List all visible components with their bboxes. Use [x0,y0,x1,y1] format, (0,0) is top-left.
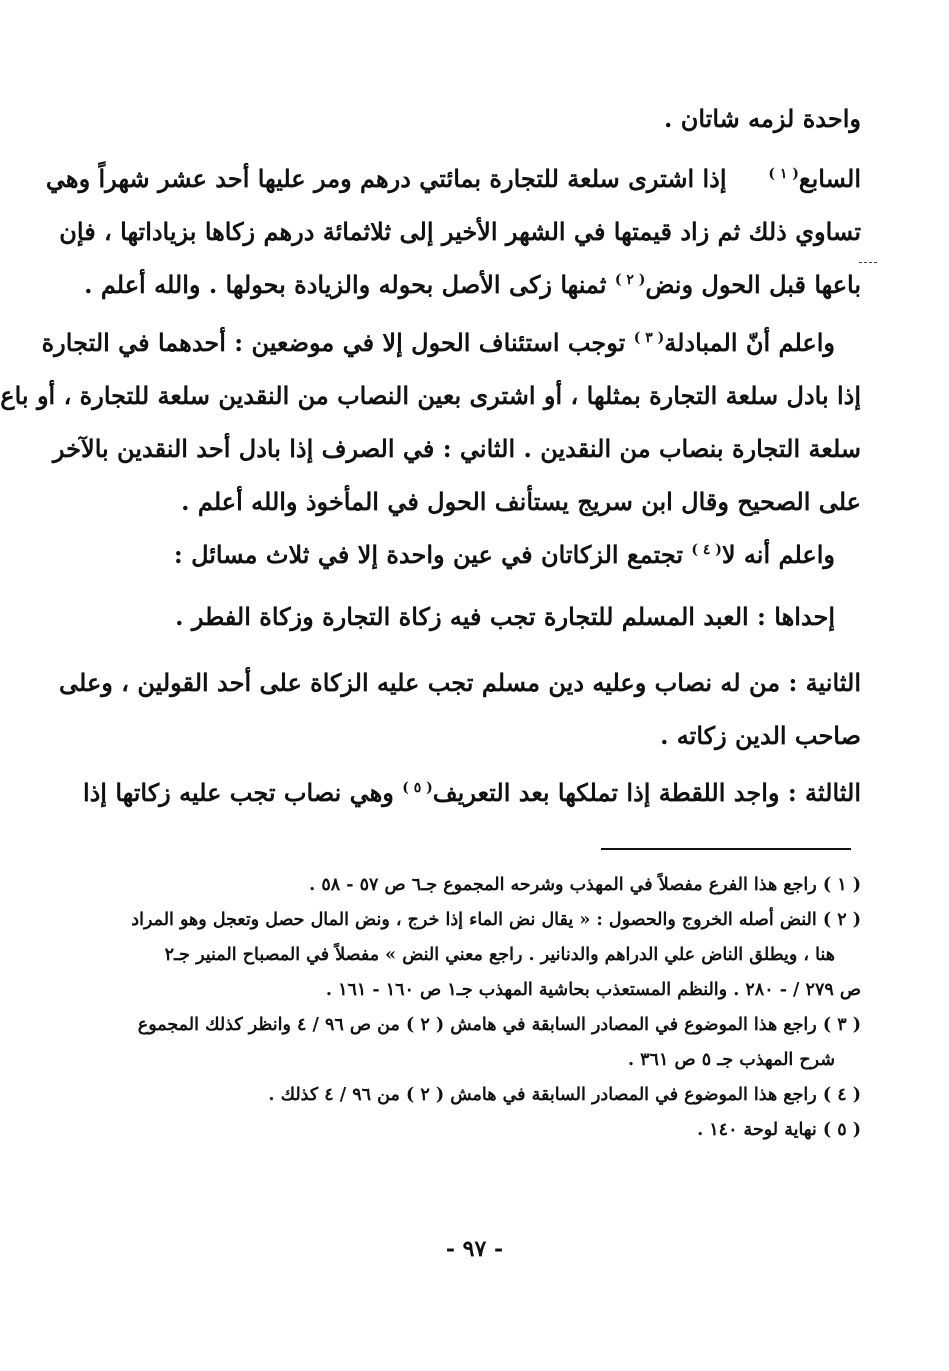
text-line: صاحب الدين زكاته . [660,721,861,750]
text-line [101,528,861,581]
footnote-2-line: هنا ، ويطلق الناض علي الدراهم والدنانير . راجع معني النض » مفصلاً في المصباح المنير جـ٢ [164,945,835,965]
paragraph-second-case [59,656,861,762]
footnote-ref-2: ( ٢ ) [614,272,646,288]
text-line: تساوي ذلك ثم زاد قيمتها في الشهر الأخير إلى ثلاثمائة درهم زكاها بزياداتها ، فإن [59,217,861,246]
footnote-2-line: ص ٢٧٩ / - ٢٨٠ . والنظم المستعذب بحاشية المهذب جـ١ ص ١٦٠ - ١٦١ . [325,980,861,1000]
text-span: وهي نصاب تجب عليه زكاتها إذا [82,778,394,807]
text-line: الثانية : من له نصاب وعليه دين مسلم تجب عليه الزكاة على أحد القولين ، وعلى [59,668,861,697]
text-line [41,316,861,369]
text-span: إذا اشترى سلعة للتجارة بمائتي درهم ومر عليها أحد عشر شهراً وهي [45,164,727,193]
text-span: الثالثة : واجد اللقطة إذا تملكها بعد التعريف [432,778,861,807]
text-line: إحداها : العبد المسلم للتجارة تجب فيه زكاة التجارة وزكاة الفطر . [175,602,835,631]
paragraph-first-case [101,590,861,643]
footnote-ref-1: ( ١ ) [768,166,799,182]
footnote-ref-4: ( ٤ ) [691,542,722,558]
footnote-2-line: ( ٢ ) النض أصله الخروج والحصول : « يقال نض الماء إذا خرج ، ونض المال حصل وتعجل وهو المراد [131,910,861,930]
footnote-3-line: شرح المهذب جـ ٥ ص ٣٦١ . [627,1050,835,1070]
text-span: ثمنها زكى الأصل بحوله والزيادة بحولها . والله أعلم . [84,270,607,299]
text-line: واحدة لزمه شاتان . [663,104,861,133]
margin-mark [859,262,877,263]
page-number: - ٩٧ - [445,1236,504,1262]
text-line: على الصحيح وقال ابن سريج يستأنف الحول في المأخوذ والله أعلم . [181,487,861,516]
paragraph-heading: السابع [798,164,861,193]
paragraph-exchange [0,316,861,528]
paragraph-seventh [45,152,861,311]
footnote-5: ( ٥ ) نهاية لوحة ١٤٠ . [697,1120,861,1140]
footnote-ref-3: ( ٣ ) [633,330,665,346]
text-line [82,766,861,819]
text-span: باعها قبل الحول ونض [645,270,861,299]
text-span: واعلم أنّ المبادلة [664,328,835,357]
text-line: سلعة التجارة بنصاب من النقدين . الثاني : في الصرف إذا بادل أحد النقدين بالآخر [52,434,861,463]
text-line: إذا بادل سلعة التجارة بمثلها ، أو اشترى بعين النصاب من النقدين سلعة للتجارة ، أو باع [0,381,861,410]
text-span: تجتمع الزكاتان في عين واحدة إلا في ثلاث مسائل : [173,540,683,569]
paragraph-two-zakats [101,528,861,581]
paragraph-0 [101,92,861,145]
text-span: واعلم أنه لا [721,540,835,569]
text-span: توجب استئناف الحول إلا في موضعين : أحدهما في التجارة [41,328,626,357]
footnote-separator [601,848,851,850]
text-line [45,152,861,205]
paragraph-third-case [82,766,861,819]
footnote-4: ( ٤ ) راجع هذا الموضوع في المصادر السابقة في هامش ( ٢ ) من ٩٦ / ٤ كذلك . [268,1085,861,1105]
text-line [84,258,861,311]
footnote-1: ( ١ ) راجع هذا الفرع مفصلاً في المهذب وشرحه المجموع جـ٦ ص ٥٧ - ٥٨ . [309,875,861,895]
footnote-3-line: ( ٣ ) راجع هذا الموضوع في المصادر السابقة في هامش ( ٢ ) من ص ٩٦ / ٤ وانظر كذلك المجموع [137,1015,861,1035]
footnote-ref-5: ( ٥ ) [402,780,433,796]
footnotes [101,868,861,1148]
